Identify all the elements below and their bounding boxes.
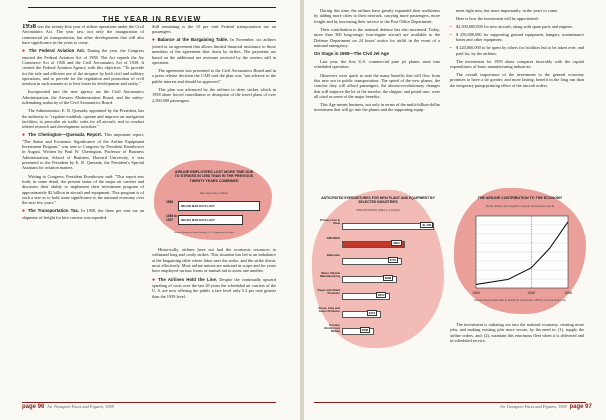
years-paragraph: ment right now, but more importantly, in the years to come. [456, 8, 559, 13]
left-column-2-top [152, 24, 276, 154]
expenditure-value-label: $388 [361, 328, 369, 332]
strike-bar-label: 880,000 MAN DAYS LOST [181, 203, 215, 208]
bt-paragraph: ● Balance at the Bargaining Table. In November, six airlines joined in an agreement that allows limited financial assistance to those members of the agreement shut down by strikes. The payments are based on the additional net revenues received by the carriers still in operation. [152, 37, 276, 65]
expenditure-bar-row [316, 236, 440, 254]
expenditure-category: Railroads [326, 253, 340, 257]
cq-paragraph: ● The Cherington—Quesada Report. This important report, "The Status and Economic Significance of the Airline Equipment Investment Program," was sent to Congress by President Eisenhower in August. Written by Paul W. Cherington, Professor of Business Administration, School of Business, Harvard University, it was presented to the President by E. R. Quesada, the President's Special Assistant for aviation matters. [22, 132, 144, 171]
expenditure-category: Stone, Clay and Glass Products [318, 305, 340, 313]
faa-paragraph: ● The Federal Aviation Act. During the year, the Congress enacted the Federal Aviation Act of 1958. The Act repeals the Air Commerce Act of 1926 and the Civil Aeronautics Act of 1938. It created the Federal Aviation Agency with this objective: "To provide for the safe and efficient use of the airspace by both civil and military operations, and to provide for the regulation and promotion of civil aviation in such manner as to best foster its development and safety." [22, 48, 144, 87]
jet-age-heading: On Stage in 1958—The Civil Jet Age [314, 51, 389, 56]
apportion-paragraph: Here is how the investment will be apportioned: [456, 16, 539, 22]
usefulness-paragraph: During this time, the airlines have greatly expanded their usefulness by adding more cities to their network, carrying more passengers, more freight and by increasing their service to the Post Office Department. [314, 8, 440, 24]
jet-age-paragraph: Last year, the first U.S. commercial pure jet planes went into scheduled operation. [314, 59, 440, 70]
right-column-2-top [450, 8, 584, 168]
strike-bar-label: 696,910 MAN DAYS LOST [181, 217, 215, 222]
footer-rule-left [22, 402, 276, 403]
contribution-x-tick: 1958 [564, 291, 572, 295]
expenditure-value-label: $753 [389, 258, 397, 262]
expenditure-value-label: $800 [393, 240, 400, 245]
expenditure-bar-row [316, 323, 440, 341]
strike-chart-title: AIRLINE EMPLOYEES LOST MORE TIME DUE TO STRIKES IN 1958 THAN IN THE PREVIOUS TWENTY YEARS COMBINED [174, 170, 254, 183]
footer-rule-right [314, 402, 586, 403]
investment-item-facilities: • $ 220,000,000 to be spent by others for facilities but to be taken over, and paid for, by the airlines. [450, 45, 584, 56]
expenditure-category: AIRLINES [326, 235, 340, 240]
expenditure-value-label: $1,180 [422, 223, 432, 227]
contribution-chart [452, 188, 588, 316]
contribution-chart-caption: Total spending increases after jet aircraft first ordered (Dec. 1955) by the trunk carriers only [473, 300, 567, 302]
strike-bar [178, 215, 243, 225]
faa-heading: The Federal Aviation Act. [28, 48, 85, 54]
bt-heading: Balance at the Bargaining Table. [157, 37, 229, 43]
compare-paragraph: The investment for 1959 alone compares favorably with the capital expenditures of basic manufacturing industries. [450, 58, 584, 69]
faa-paragraph-2: Incorporated into the new agency are the Civil Aeronautics Administration, the Airways Modernization Board, and the safety-rulemaking authority of the Civil Aeronautics Board. [22, 89, 144, 106]
investment-item-aircraft: • $2,500,000,000 for new aircraft, along with spare parts and engines. [450, 24, 584, 29]
bullet-icon: ● [22, 209, 26, 215]
bt-paragraph-2: The agreement was presented to the Civil Aeronautics Board and in a press release decision the CAB said the plan was "not adverse to the public interest and should be approved." [152, 68, 276, 84]
left-column-1 [22, 24, 144, 402]
contribution-line-plot [468, 212, 572, 298]
expenditure-chart-title: ANTICIPATED EXPENDITURES FOR NEW PLANT AND EQUIPMENT BY SELECTED INDUSTRIES [321, 196, 435, 204]
expenditure-value-label: $479 [368, 310, 376, 315]
expenditure-chart-subtitle: 1959 ESTIMATES (Millions of Dollars) [356, 209, 400, 212]
expenditure-bars [316, 218, 440, 344]
intro-paragraph: 1958 was the twenty-first year of airline operations under the Civil Aeronautics Act. The year saw, not only the inauguration of commercial jet transportation, but other developments that will also have significance in the years to come. [22, 24, 144, 46]
expenditure-bar-row [316, 271, 440, 289]
expenditure-value-label: $688 [384, 275, 392, 280]
strike-chart-source: Source: Bureau of Labor Statistics, U. S. Department of Labor [174, 232, 234, 234]
left-page-number: page 96 [22, 404, 45, 410]
investment-item-ground: • $ 250,000,000 for supporting ground equipment, hangars, maintenance bases and other equipment. [450, 32, 584, 43]
right-page [304, 0, 606, 420]
defense-paragraph: Their contribution to the national defense has also increased. Today, more than 300 long-range, four-engine aircraft are available to the Defense Department on 24 hours' notice for airlift in the event of a national emergency. [314, 26, 440, 48]
strike-bar-category: 1958 [166, 200, 174, 204]
bullet-icon: ● [22, 133, 27, 139]
strike-chart [150, 158, 278, 242]
expenditure-bar-row [316, 253, 440, 271]
section-title: THE YEAR IN REVIEW [102, 14, 202, 23]
ah-paragraph: ● The Airlines Hold the Line. Despite the continually upward spiraling of costs over the last 20 years the scheduled air carriers of the U. S. are now offering the public a fare level only 5.2 per cent greater than the 1939 level. [152, 276, 276, 299]
section-title-bar [28, 7, 276, 22]
benefits-paragraph: Observers were quick to note the many benefits that will flow from this new era in public transportation. The speed of the new planes, the comfort they will afford passengers, the almost-revolutionary changes that will improve the lot of the traveler, the shipper, and postal user, were all cited as some of the major benefits. [314, 72, 440, 99]
tax-paragraph: Still remaining is the 10 per cent Federal transportation tax on passengers. [152, 24, 276, 35]
ah-heading: The Airlines Hold the Line. [158, 276, 218, 282]
bullet-icon: ● [152, 38, 156, 44]
strike-bar [178, 201, 260, 211]
expenditure-value-label: $600 [378, 293, 385, 297]
right-column-2-bottom [450, 322, 584, 398]
strike-chart-subtitle: Man days lost in millions [199, 192, 229, 195]
right-footer [500, 404, 592, 410]
contribution-x-tick: 1955 [527, 291, 535, 295]
right-page-number: page 97 [569, 404, 592, 410]
right-column-1-top [314, 8, 440, 184]
importance-paragraph: The overall importance of the investment to the general economy promises to have a far greater, and more lasting, benefit in the long run than the temporary pump-priming effect of the aircraft orders. [450, 71, 584, 88]
expenditure-bar-row [316, 218, 440, 236]
expenditure-chart [312, 190, 444, 350]
faa-paragraph-3: The Administrator, E. R. Quesada, appointed by the President, has the authority to "regulate establish, operate and improve air navigation facilities; to prescribe air traffic rules for all aircraft; and to conduct related research and development activities." [22, 108, 144, 130]
expenditure-category: Primary Iron & Steel [320, 218, 340, 226]
expenditure-category: Motor Vehicle Manufacturing [320, 270, 340, 278]
bullet-icon: ● [22, 49, 27, 55]
bullet-icon: ● [152, 277, 156, 283]
left-column-2-bottom [152, 247, 276, 407]
expenditure-bar-row [316, 306, 440, 324]
strike-bar-category: 1938 to 1957 [166, 214, 177, 222]
cq-paragraph-2: Writing to Congress, President Eisenhower said: "This report sets forth, in some detail, the present status of the major air carriers and discusses their ability to implement their investment program of approximately $2 billion in aircraft and equipment. This program is of such a size as to hold some significance to the national economy over the next few years." [22, 173, 144, 206]
expenditure-category: Paper and Allied Products [317, 288, 340, 296]
expenditure-bar-row [316, 288, 440, 306]
strike-bars [166, 200, 266, 230]
bt-paragraph-3: This plan was advanced by the airlines to deter strikes which in 1958 alone forced cancellation or disruption of the travel plans of over 2,500,000 passengers. [152, 86, 276, 103]
left-page [0, 0, 300, 420]
left-publication: Air Transport Facts and Figures, 1959 [47, 404, 114, 409]
business-paragraph: This Age means business, not only in terms of the multi-billion-dollar investment that will go into the planes and the supporting equip- [314, 102, 440, 113]
right-publication: Air Transport Facts and Figures, 1959 [500, 404, 567, 409]
expenditure-category: Primary Nonferrous Metals [324, 323, 340, 334]
contribution-x-tick: 1950 [472, 291, 480, 295]
contribution-chart-title: THE AIRLINE CONTRIBUTION TO THE ECONOMY [477, 196, 563, 200]
year-lead: 1958 [22, 24, 36, 30]
radiating-paragraph: The investment is radiating out into the national economy, creating more jobs, and making existing jobs more secure, by the need to; (1), supply the airline orders, and; (2), maintain this enormous fleet when it is delivered and in scheduled service. [450, 322, 584, 344]
tt-heading: The Transportation Tax. [27, 208, 80, 214]
contribution-chart-subtitle: By the airlines, their suppliers of goods and services (per $) [485, 205, 555, 208]
left-footer [22, 404, 114, 410]
investment-list [450, 24, 584, 56]
strike-history-paragraph: Historically, airlines have not had the economic resources to withstand long and costly strikes. This situation has led to an imbalance at the bargaining table where labor uses the strike, and the strike threat, most effectively. Most airline unions are national in scope and for years have employed various forms of mutual aid to assist one another. [152, 247, 276, 274]
strike-bar-row [166, 214, 266, 225]
strike-bar-row [166, 200, 266, 211]
tt-paragraph: ● The Transportation Tax. In 1958, the three per cent tax on shipment of freight for hire carriers was repealed. [22, 208, 144, 220]
cq-heading: The Cherington—Quesada Report. [28, 132, 103, 138]
